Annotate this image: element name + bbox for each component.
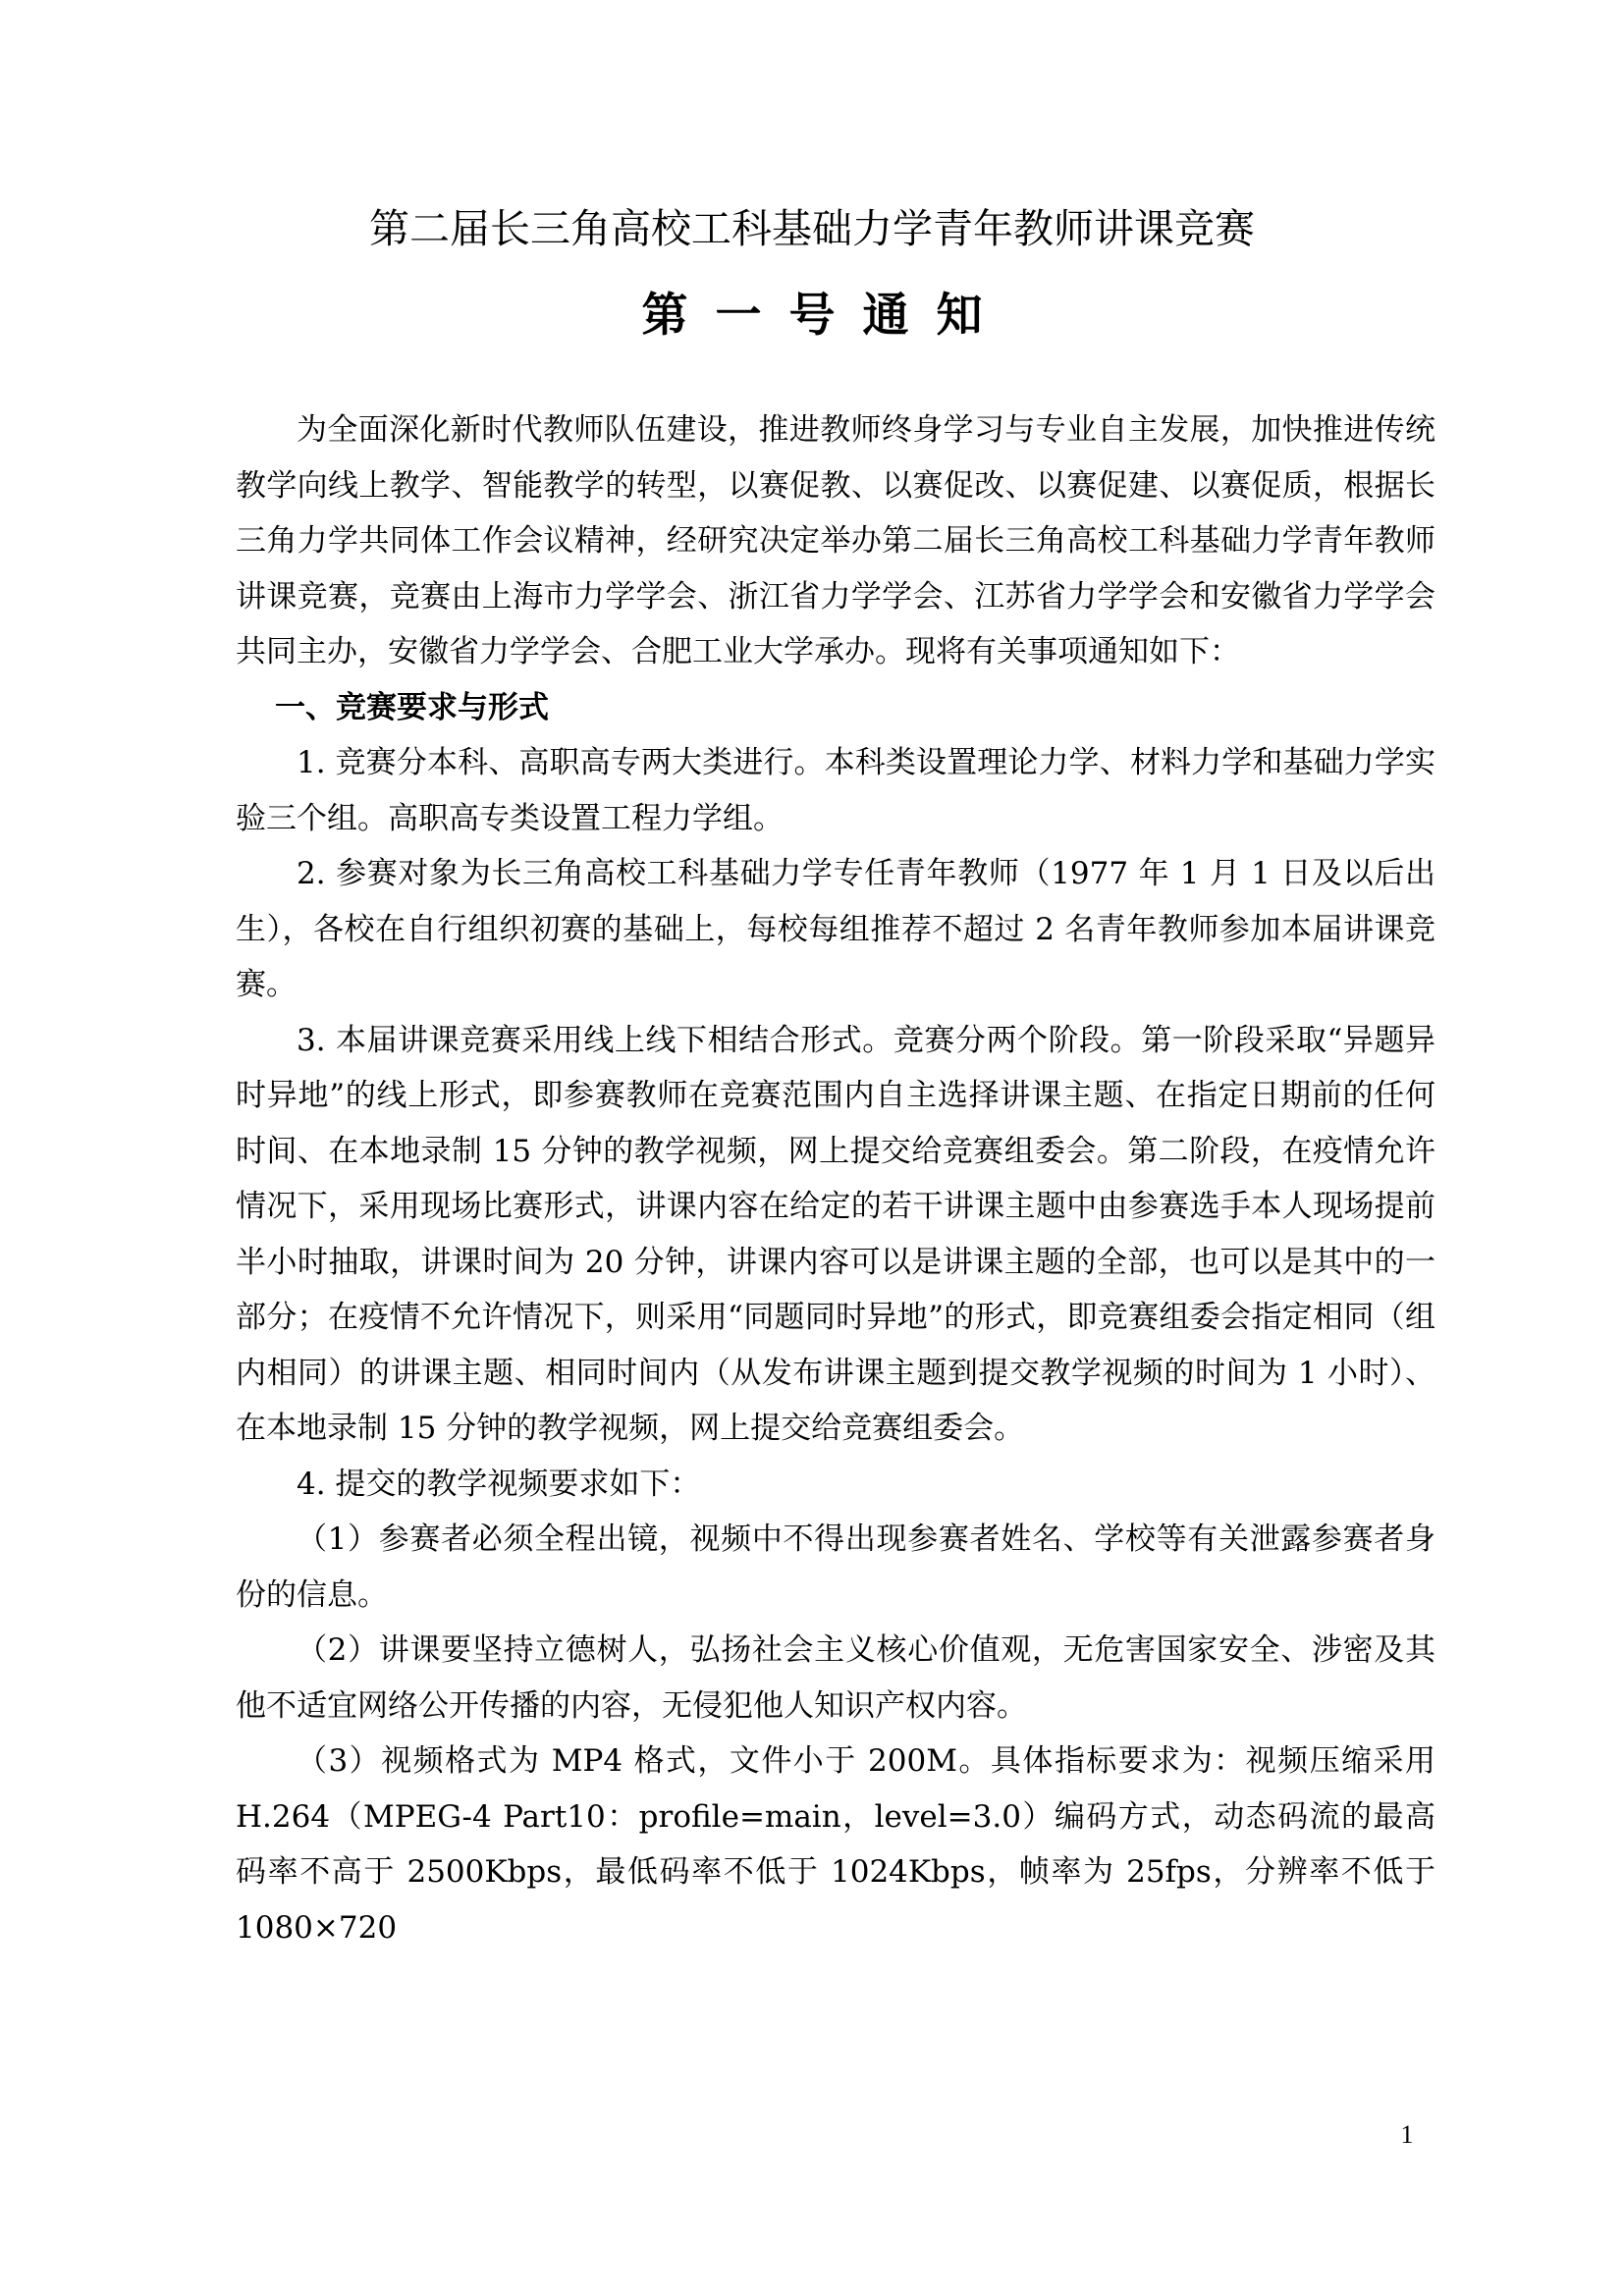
- document-title: 第二届长三角高校工科基础力学青年教师讲课竞赛: [369, 205, 1255, 252]
- item-paragraph-4: 4. 提交的教学视频要求如下：: [297, 1466, 701, 1502]
- item-paragraph-2: 2. 参赛对象为长三角高校工科基础力学专任青年教师（1977 年 1 月 1 日及以后出生），各校在自行组织初赛的基础上，每校每组推荐不超过 2 名青年教师参加本届讲课竞赛。: [236, 856, 1435, 1002]
- subitem-paragraph-1: （1）参赛者必须全程出镜，视频中不得出现参赛者姓名、学校等有关泄露参赛者身份的信息。: [236, 1522, 1435, 1613]
- intro-paragraph: 为全面深化新时代教师队伍建设，推进教师终身学习与专业自主发展，加快推进传统教学向线上教学、智能教学的转型，以赛促教、以赛促改、以赛促建、以赛促质，根据长三角力学共同体工作会议精神，经研究决定举办第二届长三角高校工科基础力学青年教师讲课竞赛，竞赛由上海市力学学会、浙江省力学学会、江苏省力学学会和安徽省力学学会共同主办，安徽省力学学会、合肥工业大学承办。现将有关事项通知如下：: [236, 412, 1435, 669]
- page-number: 1: [1400, 2120, 1414, 2149]
- subitem-paragraph-2: （2）讲课要坚持立德树人，弘扬社会主义核心价值观，无危害国家安全、涉密及其他不适宜网络公开传播的内容，无侵犯他人知识产权内容。: [236, 1632, 1435, 1724]
- item-paragraph-3: 3. 本届讲课竞赛采用线上线下相结合形式。竞赛分两个阶段。第一阶段采取“异题异时异地”的线上形式，即参赛教师在竞赛范围内自主选择讲课主题、在指定日期前的任何时间、在本地录制 15 分钟的教学视频，网上提交给竞赛组委会。第二阶段，在疫情允许情况下，采用现场比赛形式，讲课内容在给定的若干讲课主题中由参赛选手本人现场提前半小时抽取，讲课时间为 20 分钟，讲课内容可以是讲课主题的全部，也可以是其中的一部分；在疫情不允许情况下，则采用“同题同时异地”的形式，即竞赛组委会指定相同（组内相同）的讲课主题、相同时间内（从发布讲课主题到提交教学视频的时间为 1 小时）、在本地录制 15 分钟的教学视频，网上提交给竞赛组委会。: [236, 1022, 1435, 1446]
- document-body: [236, 402, 1435, 1955]
- subitem-paragraph-3: （3）视频格式为 MP4 格式，文件小于 200M。具体指标要求为：视频压缩采用 H.264（MPEG-4 Part10：profile=main，level=3.0）编码方式，动态码流的最高码率不高于 2500Kbps，最低码率不低于 1024Kbps，帧率为 25fps，分辨率不低于 1080×720: [236, 1743, 1435, 1946]
- section-heading: 一、竞赛要求与形式: [275, 689, 549, 725]
- document-subtitle: 第一号通知: [641, 289, 1010, 343]
- item-paragraph-1: 1. 竞赛分本科、高职高专两大类进行。本科类设置理论力学、材料力学和基础力学实验三个组。高职高专类设置工程力学组。: [236, 745, 1435, 836]
